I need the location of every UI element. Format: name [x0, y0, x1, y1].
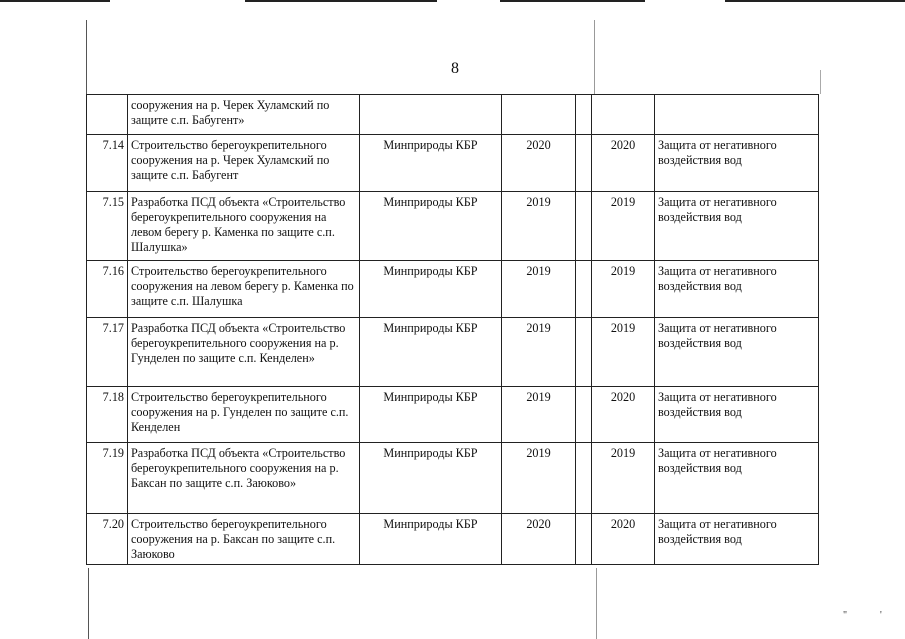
expected-result: Защита от негативного воздействия вод [655, 135, 819, 192]
measure-name: Разработка ПСД объекта «Строительство берегоукрепительного сооружения на р. Баксан по защите с.п. Заюково» [128, 443, 360, 514]
table-row [87, 443, 819, 514]
row-number: 7.14 [87, 135, 128, 192]
executor: Минприроды КБР [360, 318, 502, 387]
spacer-cell [576, 192, 592, 261]
executor: Минприроды КБР [360, 514, 502, 565]
start-year: 2020 [502, 135, 576, 192]
scan-top-rule-4 [725, 0, 905, 2]
measure-name: сооружения на р. Черек Хуламский по защите с.п. Бабугент» [128, 95, 360, 135]
measure-name: Строительство берегоукрепительного сооружения на р. Баксан по защите с.п. Заюково [128, 514, 360, 565]
expected-result: Защита от негативного воздействия вод [655, 192, 819, 261]
executor: Минприроды КБР [360, 443, 502, 514]
spacer-cell [576, 443, 592, 514]
start-year: 2019 [502, 261, 576, 318]
measure-name: Строительство берегоукрепительного сооружения на р. Черек Хуламский по защите с.п. Бабугент [128, 135, 360, 192]
expected-result [655, 95, 819, 135]
table-row [87, 192, 819, 261]
start-year: 2020 [502, 514, 576, 565]
row-number: 7.19 [87, 443, 128, 514]
start-year [502, 95, 576, 135]
expected-result: Защита от негативного воздействия вод [655, 318, 819, 387]
executor: Минприроды КБР [360, 192, 502, 261]
spacer-cell [576, 261, 592, 318]
scan-center-line [594, 20, 595, 94]
start-year: 2019 [502, 192, 576, 261]
scan-speck-1: " [843, 610, 848, 621]
table-row [87, 387, 819, 443]
start-year: 2019 [502, 443, 576, 514]
measures-table [86, 94, 819, 565]
end-year: 2020 [592, 514, 655, 565]
expected-result: Защита от негативного воздействия вод [655, 261, 819, 318]
spacer-cell [576, 387, 592, 443]
end-year: 2019 [592, 261, 655, 318]
measure-name: Разработка ПСД объекта «Строительство берегоукрепительного сооружения на р. Гунделен по защите с.п. Кенделен» [128, 318, 360, 387]
scan-center-line-lower [596, 568, 597, 639]
scan-top-rule-1 [0, 0, 110, 2]
start-year: 2019 [502, 387, 576, 443]
end-year: 2020 [592, 387, 655, 443]
scan-right-margin-line [820, 70, 821, 94]
expected-result: Защита от негативного воздействия вод [655, 514, 819, 565]
executor: Минприроды КБР [360, 135, 502, 192]
executor: Минприроды КБР [360, 261, 502, 318]
spacer-cell [576, 318, 592, 387]
row-number: 7.17 [87, 318, 128, 387]
table-row [87, 261, 819, 318]
spacer-cell [576, 514, 592, 565]
row-number: 7.15 [87, 192, 128, 261]
measure-name: Разработка ПСД объекта «Строительство берегоукрепительного сооружения на левом берегу р. Каменка по защите с.п. Шалушка» [128, 192, 360, 261]
table-body [87, 95, 819, 565]
row-number: 7.18 [87, 387, 128, 443]
scan-top-rule-3 [500, 0, 645, 2]
row-number: 7.20 [87, 514, 128, 565]
expected-result: Защита от негативного воздействия вод [655, 387, 819, 443]
measure-name: Строительство берегоукрепительного сооружения на левом берегу р. Каменка по защите с.п. Шалушка [128, 261, 360, 318]
end-year: 2019 [592, 443, 655, 514]
end-year: 2019 [592, 192, 655, 261]
table-row [87, 318, 819, 387]
spacer-cell [576, 135, 592, 192]
end-year: 2019 [592, 318, 655, 387]
start-year: 2019 [502, 318, 576, 387]
measure-name: Строительство берегоукрепительного сооружения на р. Гунделен по защите с.п. Кенделен [128, 387, 360, 443]
table-row [87, 95, 819, 135]
executor: Минприроды КБР [360, 387, 502, 443]
scan-speck-2: ' [880, 610, 882, 621]
scan-left-margin-line-lower [88, 568, 89, 639]
executor [360, 95, 502, 135]
spacer-cell [576, 95, 592, 135]
scan-top-rule-2 [245, 0, 437, 2]
page-number: 8 [451, 60, 459, 77]
table-row [87, 514, 819, 565]
end-year: 2020 [592, 135, 655, 192]
row-number [87, 95, 128, 135]
scan-left-margin-line [86, 20, 87, 94]
end-year [592, 95, 655, 135]
expected-result: Защита от негативного воздействия вод [655, 443, 819, 514]
table-row [87, 135, 819, 192]
row-number: 7.16 [87, 261, 128, 318]
